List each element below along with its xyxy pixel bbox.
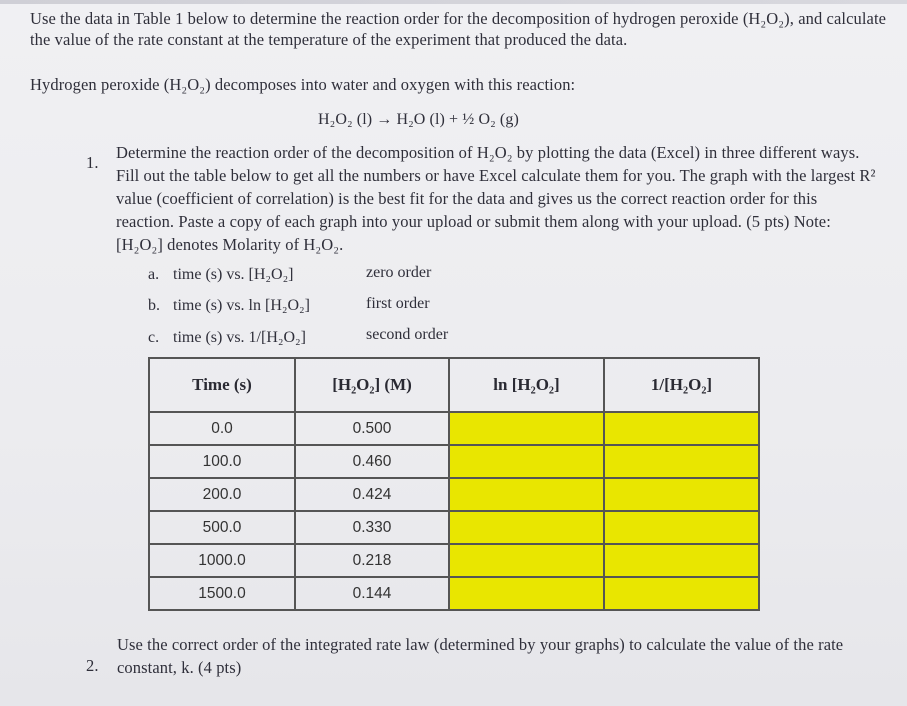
cell-time: 1500.0 xyxy=(149,577,295,610)
cell-concentration: 0.500 xyxy=(295,412,449,445)
header-ln-concentration: ln [H₂O₂] xyxy=(449,358,604,412)
reaction-equation: H₂O₂ (l) → H₂O (l) + ½ O₂ (g) xyxy=(318,111,519,128)
cell-concentration: 0.330 xyxy=(295,511,449,544)
option-b-plot: time (s) vs. ln [H₂O₂] xyxy=(173,297,310,314)
table-row xyxy=(149,577,759,610)
cut-off-top-line xyxy=(0,0,907,4)
cell-time: 1000.0 xyxy=(149,544,295,577)
header-inverse-concentration: 1/[H₂O₂] xyxy=(604,358,759,412)
cell-ln-concentration[interactable] xyxy=(449,511,604,544)
header-time: Time (s) xyxy=(149,358,295,412)
data-table xyxy=(148,357,760,611)
option-b-letter: b. xyxy=(148,297,160,314)
option-c-order: second order xyxy=(366,326,449,343)
cell-time: 500.0 xyxy=(149,511,295,544)
option-b-order: first order xyxy=(366,295,430,312)
table-row xyxy=(149,412,759,445)
table-row xyxy=(149,511,759,544)
cell-inverse-concentration[interactable] xyxy=(604,544,759,577)
intro-paragraph: Use the data in Table 1 below to determine the reaction order for the decomposition of hydrogen peroxide (H₂O₂), and calculate the value of the rate constant at the temperature of the experiment that produced the data. xyxy=(30,9,887,49)
cell-concentration: 0.424 xyxy=(295,478,449,511)
cell-inverse-concentration[interactable] xyxy=(604,511,759,544)
table-row xyxy=(149,445,759,478)
cell-inverse-concentration[interactable] xyxy=(604,478,759,511)
cell-ln-concentration[interactable] xyxy=(449,577,604,610)
table-row xyxy=(149,478,759,511)
table-row xyxy=(149,544,759,577)
cell-concentration: 0.460 xyxy=(295,445,449,478)
header-concentration: [H₂O₂] (M) xyxy=(295,358,449,412)
question-2-number: 2. xyxy=(86,656,99,675)
option-c-plot: time (s) vs. 1/[H₂O₂] xyxy=(173,329,306,346)
cell-ln-concentration[interactable] xyxy=(449,412,604,445)
cell-inverse-concentration[interactable] xyxy=(604,412,759,445)
table-header-row xyxy=(149,358,759,412)
question-1-number: 1. xyxy=(86,153,99,172)
option-a-letter: a. xyxy=(148,266,160,283)
cell-concentration: 0.144 xyxy=(295,577,449,610)
reaction-statement: Hydrogen peroxide (H₂O₂) decomposes into water and oxygen with this reaction: xyxy=(30,75,576,94)
option-a-plot: time (s) vs. [H₂O₂] xyxy=(173,266,294,283)
cell-ln-concentration[interactable] xyxy=(449,445,604,478)
question-2-text: Use the correct order of the integrated rate law (determined by your graphs) to calculate the value of the rate constant, k. (4 pts) xyxy=(117,635,844,677)
cell-ln-concentration[interactable] xyxy=(449,478,604,511)
cell-inverse-concentration[interactable] xyxy=(604,577,759,610)
question-1-text: Determine the reaction order of the decomposition of H₂O₂ by plotting the data (Excel) in three different ways. Fill out the table below to get all the numbers or have Excel calculate them for you. The graph with the largest R² value (coefficient of correlation) is the best fit for the data and gives us the correct reaction order for this reaction. Paste a copy of each graph into your upload or submit them along with your upload. (5 pts) Note: [H₂O₂] denotes Molarity of H₂O₂. xyxy=(116,143,876,254)
cell-ln-concentration[interactable] xyxy=(449,544,604,577)
cell-time: 100.0 xyxy=(149,445,295,478)
cell-inverse-concentration[interactable] xyxy=(604,445,759,478)
option-a-order: zero order xyxy=(366,264,432,281)
cell-concentration: 0.218 xyxy=(295,544,449,577)
cell-time: 200.0 xyxy=(149,478,295,511)
cell-time: 0.0 xyxy=(149,412,295,445)
option-c-letter: c. xyxy=(148,329,160,346)
